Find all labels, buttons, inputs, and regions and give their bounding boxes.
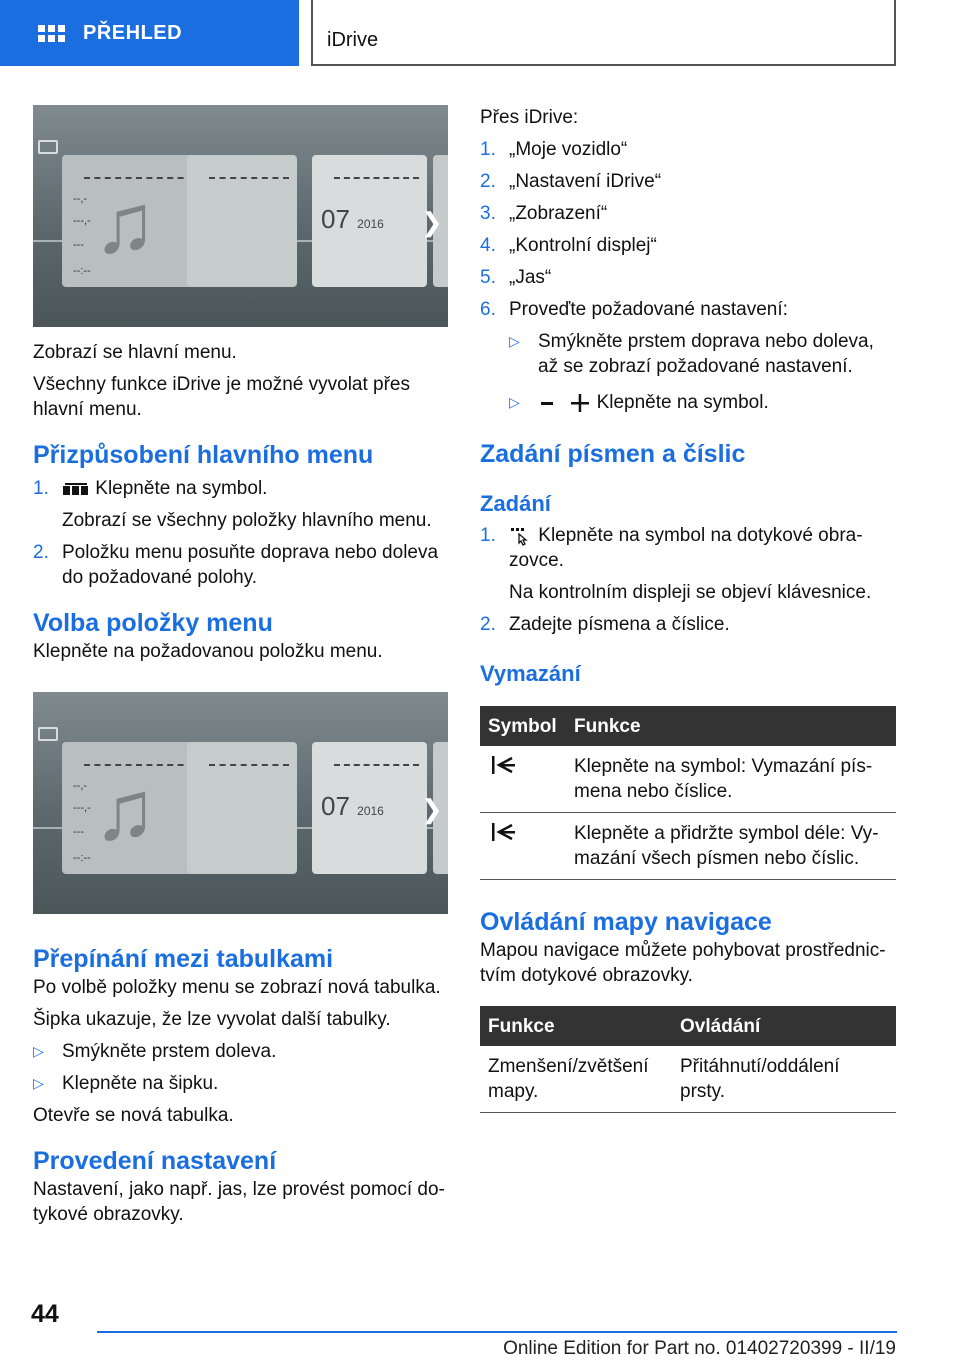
- list-text: „Zobrazení“: [509, 203, 608, 224]
- heading-input-letters: Zadání písmen a číslic: [480, 440, 746, 468]
- list-number: 1.: [480, 525, 496, 546]
- screen-row: --:--: [73, 852, 91, 864]
- bullet-text: Smýkněte prstem doleva.: [62, 1041, 277, 1062]
- heading-customize-menu: Přizpůsobení hlavního menu: [33, 441, 374, 469]
- heading-switch-tables: Přepínání mezi tabulkami: [33, 945, 334, 973]
- plus-icon: [569, 393, 591, 413]
- list-item: [480, 137, 896, 162]
- bullet-item: [509, 329, 896, 379]
- idrive-screen-image: [33, 105, 448, 327]
- list-number: 4.: [480, 235, 496, 256]
- heading-map-control: Ovládání mapy navigace: [480, 908, 772, 936]
- list-item: [33, 540, 448, 590]
- list-number: 5.: [480, 267, 496, 288]
- map-table: [480, 1006, 896, 1113]
- screen-date: [321, 204, 384, 239]
- section-title: [311, 0, 896, 66]
- bullet-text: Smýkněte prstem doprava nebo doleva, až se zobrazí požadované nastavení.: [538, 331, 874, 377]
- triangle-bullet-icon: ▷: [509, 333, 520, 349]
- list-item: [480, 233, 896, 258]
- table-cell-function: Zmenšení/zvětšení mapy.: [480, 1046, 672, 1113]
- screen-date-year: 2016: [357, 804, 384, 818]
- table-row: [480, 746, 896, 813]
- screen-date-day: 07: [321, 204, 350, 234]
- heading-delete: Vymazání: [480, 661, 581, 686]
- list-text: Zobrazí se všechny položky hlavního menu.: [62, 510, 432, 531]
- backspace-icon: [488, 754, 518, 776]
- paragraph: Klepněte na požadovanou položku menu.: [33, 641, 383, 662]
- list-text: Položku menu posuňte doprava nebo doleva do požadované polohy.: [62, 542, 439, 588]
- chevron-right-icon: ❯: [421, 794, 443, 824]
- chevron-right-icon: ❯: [421, 207, 443, 237]
- table-row: [480, 1046, 896, 1113]
- section-title-text: iDrive: [327, 29, 379, 51]
- main-menu-tiles-icon: [62, 482, 90, 496]
- list-text: „Jas“: [509, 267, 552, 288]
- bullet-text: Klepněte na symbol.: [596, 392, 769, 413]
- list-text: Proveďte požadované nastavení:: [509, 299, 788, 320]
- minus-icon: [538, 394, 556, 412]
- bullet-item: [509, 390, 896, 415]
- touch-keyboard-icon: [509, 526, 533, 546]
- screen-date-day: 07: [321, 791, 350, 821]
- paragraph: Otevře se nová tabulka.: [33, 1105, 234, 1126]
- list-item: [480, 523, 896, 573]
- list-number: 3.: [480, 203, 496, 224]
- list-number: 2.: [480, 171, 496, 192]
- grid-icon: [38, 25, 65, 42]
- table-cell-function: Klepněte a přidržte symbol déle: Vymazání všech písmen nebo číslic.: [566, 813, 896, 880]
- screen-row: --,-: [73, 193, 88, 205]
- screen-date: [321, 791, 384, 826]
- list-item: [480, 169, 896, 194]
- list-number: 2.: [33, 542, 49, 563]
- screen-date-year: 2016: [357, 217, 384, 231]
- bullet-item: [33, 1071, 448, 1096]
- menu-tiles-icon: [38, 727, 58, 741]
- screen-tile-media: [187, 742, 297, 874]
- paragraph: Všechny funkce iDrive je možné vyvolat přes hlavní menu.: [33, 374, 410, 420]
- list-item: [33, 476, 448, 501]
- screen-row: --,-: [73, 780, 88, 792]
- backspace-icon: [488, 821, 518, 843]
- table-header: Symbol: [480, 706, 566, 746]
- list-item: [480, 580, 896, 605]
- paragraph: Přes iDrive:: [480, 107, 579, 128]
- screen-row: ---,-: [73, 802, 91, 814]
- list-number: 1.: [480, 139, 496, 160]
- screen-row: ---: [73, 239, 84, 251]
- table-header: Funkce: [566, 706, 896, 746]
- table-header: Funkce: [480, 1006, 672, 1046]
- list-item: [480, 265, 896, 290]
- table-cell-symbol: [480, 813, 566, 880]
- list-number: 6.: [480, 299, 496, 320]
- table-row: [480, 813, 896, 880]
- bullet-item: [33, 1039, 448, 1064]
- bullet-text: Klepněte na šipku.: [62, 1073, 219, 1094]
- screen-row: --:--: [73, 265, 91, 277]
- footer-divider: [97, 1331, 897, 1333]
- list-text: „Nastavení iDrive“: [509, 171, 662, 192]
- list-number: 1.: [33, 478, 49, 499]
- left-column: [33, 105, 448, 1227]
- paragraph: Zobrazí se hlavní menu.: [33, 342, 237, 363]
- table-header: Ovládání: [672, 1006, 896, 1046]
- list-text: „Moje vozidlo“: [509, 139, 628, 160]
- table-cell-symbol: [480, 746, 566, 813]
- heading-settings: Provedení nastavení: [33, 1147, 277, 1175]
- list-item: [480, 612, 896, 637]
- music-note-icon: ♫: [93, 763, 157, 857]
- list-text: Klepněte na symbol.: [95, 478, 268, 499]
- list-item: [480, 201, 896, 226]
- footer-edition: Online Edition for Part no. 01402720399 - II/19: [503, 1338, 896, 1359]
- triangle-bullet-icon: ▷: [33, 1075, 44, 1091]
- paragraph: Šipka ukazuje, že lze vyvolat další tabulky.: [33, 1009, 391, 1030]
- list-text: Na kontrolním displeji se objeví klávesnice.: [509, 582, 872, 603]
- screen-tile-media: [187, 155, 297, 287]
- list-text: Klepněte na symbol na dotykové obrazovce.: [509, 525, 863, 571]
- triangle-bullet-icon: ▷: [509, 394, 520, 410]
- delete-table: [480, 706, 896, 880]
- header-tab-overview[interactable]: [0, 0, 299, 66]
- list-item: [33, 508, 448, 533]
- paragraph: Nastavení, jako např. jas, lze provést pomocí dotykové obrazovky.: [33, 1179, 445, 1225]
- paragraph: Mapou navigace můžete pohybovat prostřednictvím dotykové obrazovky.: [480, 940, 886, 986]
- menu-tiles-icon: [38, 140, 58, 154]
- paragraph: Po volbě položky menu se zobrazí nová tabulka.: [33, 977, 441, 998]
- music-note-icon: ♫: [93, 176, 157, 270]
- table-cell-control: Přitáhnutí/oddálení prsty.: [672, 1046, 896, 1113]
- idrive-screen-image: [33, 692, 448, 914]
- list-item: [480, 297, 896, 322]
- heading-enter: Zadání: [480, 491, 551, 516]
- heading-select-item: Volba položky menu: [33, 609, 273, 637]
- screen-row: ---: [73, 826, 84, 838]
- list-text: „Kontrolní displej“: [509, 235, 657, 256]
- header-tab-label: PŘEHLED: [83, 21, 183, 44]
- screen-row: ---,-: [73, 215, 91, 227]
- triangle-bullet-icon: ▷: [33, 1043, 44, 1059]
- table-cell-function: Klepněte na symbol: Vymazání písmena nebo číslice.: [566, 746, 896, 813]
- right-column: [480, 105, 896, 1113]
- list-text: Zadejte písmena a číslice.: [509, 614, 730, 635]
- page-number: 44: [31, 1300, 59, 1328]
- list-number: 2.: [480, 614, 496, 635]
